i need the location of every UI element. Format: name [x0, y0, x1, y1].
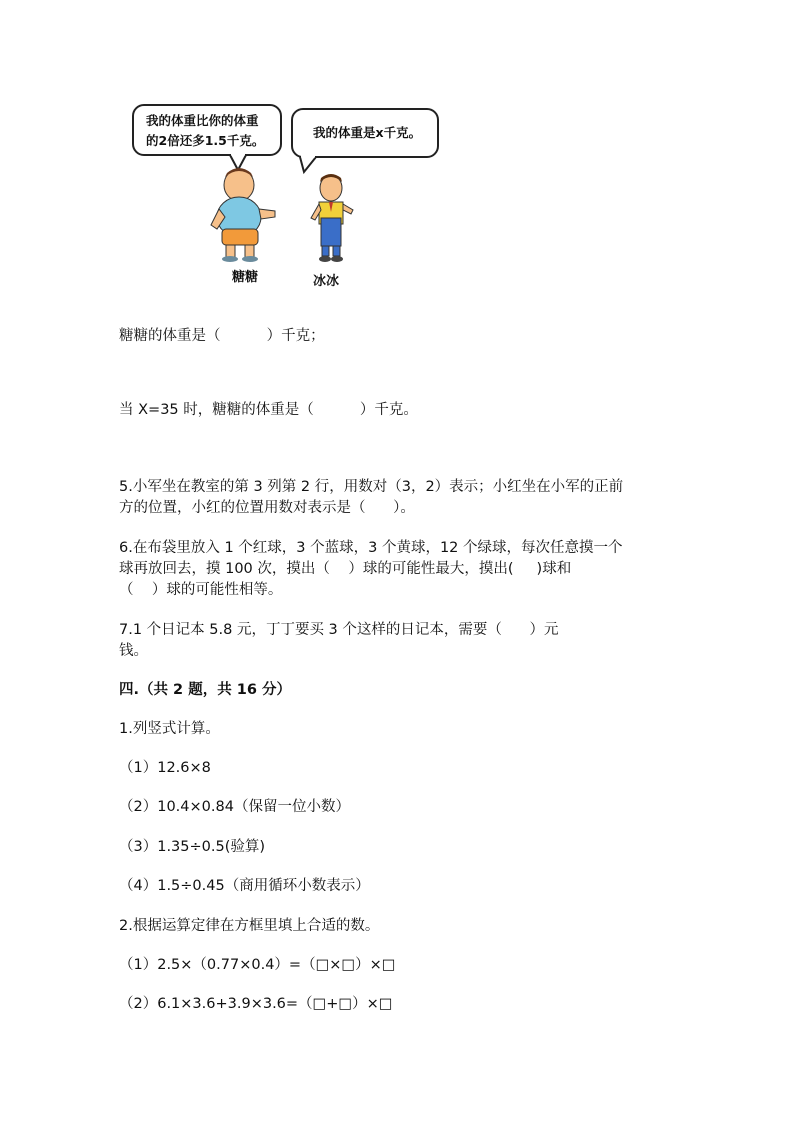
- q5-line-2: 方的位置，小红的位置用数对表示是（ ）。: [119, 500, 415, 516]
- problem-2-item-1: （1）2.5×（0.77×0.4）=（□×□）×□: [119, 957, 396, 973]
- problem-2-item-2: （2）6.1×3.6+3.9×3.6=（□+□）×□: [119, 996, 393, 1012]
- problem-2-title: 2.根据运算定律在方框里填上合适的数。: [119, 918, 380, 934]
- problem-1-item-2: （2）10.4×0.84（保留一位小数）: [119, 799, 350, 815]
- chubby-boy-illustration: [205, 165, 285, 265]
- q7-line-1: 7.1 个日记本 5.8 元，丁丁要买 3 个这样的日记本，需要（ ）元: [119, 622, 559, 638]
- q6-line-3: （ ）球的可能性相等。: [119, 582, 283, 598]
- q7-line-2: 钱。: [119, 643, 148, 659]
- name-label-bingbing: 冰冰: [313, 274, 340, 289]
- bubble-line-1: 我的体重比你的体重: [146, 113, 259, 128]
- problem-1-item-3: （3）1.35÷0.5(验算): [119, 839, 266, 855]
- problem-1-item-1: （1）12.6×8: [119, 760, 211, 776]
- q6-line-2: 球再放回去，摸 100 次，摸出（ ）球的可能性最大，摸出( )球和: [119, 561, 572, 577]
- bubble-text: 我的体重是x千克。: [313, 125, 422, 140]
- section-heading-4: 四.（共 2 题，共 16 分）: [119, 682, 291, 698]
- q6-line-1: 6.在布袋里放入 1 个红球，3 个蓝球，3 个黄球，12 个绿球，每次任意摸一个: [119, 540, 623, 556]
- problem-1-title: 1.列竖式计算。: [119, 721, 220, 737]
- slim-boy-illustration: [305, 172, 365, 267]
- name-label-tangtang: 糖糖: [232, 270, 259, 285]
- problem-1-item-4: （4）1.5÷0.45（商用循环小数表示）: [119, 878, 370, 894]
- q4-part-b: 当 X=35 时，糖糖的体重是（ ）千克。: [119, 402, 418, 418]
- q4-part-a: 糖糖的体重是（ ）千克；: [119, 328, 325, 344]
- bubble-tail-right: [0, 0, 794, 300]
- bubble-line-2: 的2倍还多1.5千克。: [146, 133, 265, 148]
- q5-line-1: 5.小军坐在教室的第 3 列第 2 行，用数对（3，2）表示；小红坐在小军的正前: [119, 479, 624, 495]
